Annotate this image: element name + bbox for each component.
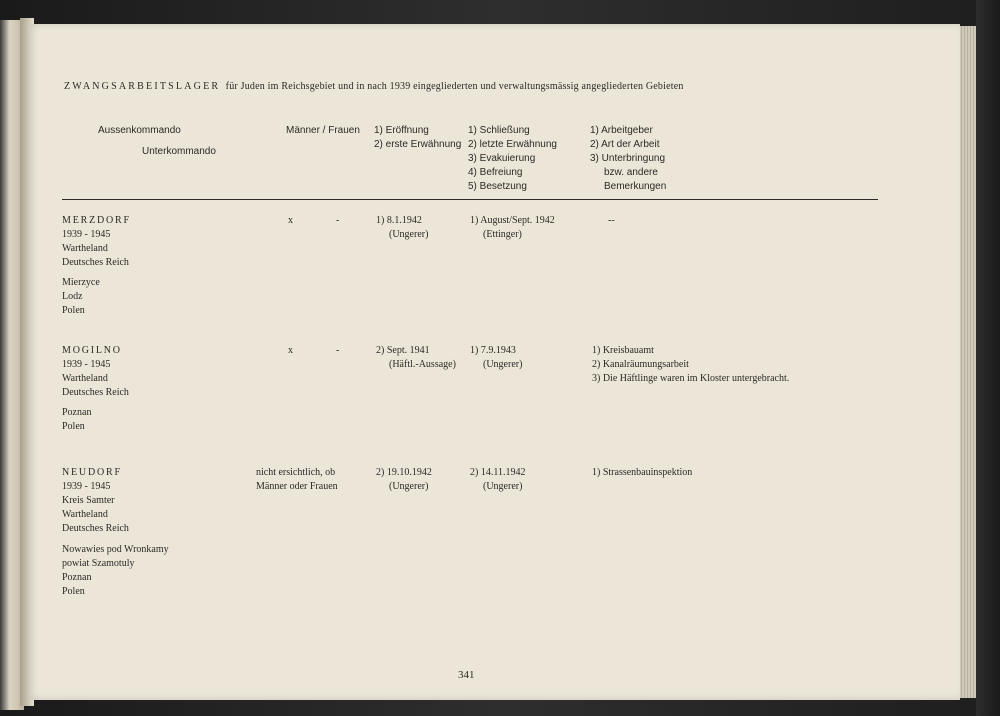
page-number: 341 xyxy=(458,669,475,681)
entry-neudorf-mf-note: nicht ersichtlich, ob Männer oder Frauen xyxy=(256,467,338,492)
entry-mogilno-location-polish: Poznan Polen xyxy=(62,407,92,432)
entry-merzdorf-women: - xyxy=(336,215,340,226)
header-eroeffnung: 1) Eröffnung 2) erste Erwähnung xyxy=(374,125,462,150)
entry-merzdorf-remarks: -- xyxy=(608,215,615,226)
entry-neudorf-closed: 2) 14.11.1942 (Ungerer) xyxy=(470,467,526,492)
header-arbeitgeber: 1) Arbeitgeber 2) Art der Arbeit 3) Unterbringung bzw. andere Bemerkungen xyxy=(590,125,667,192)
document-page xyxy=(28,24,960,700)
header-unterkommando: Unterkommando xyxy=(142,146,216,157)
entry-mogilno-remarks: 1) Kreisbauamt 2) Kanalräumungsarbeit 3) Die Häftlinge waren im Kloster untergebracht. xyxy=(592,345,790,384)
entry-mogilno-opened: 2) Sept. 1941 (Häftl.-Aussage) xyxy=(376,345,456,370)
entry-neudorf-location: NEUDORF 1939 - 1945 Kreis Samter Wartheland Deutsches Reich xyxy=(62,467,129,534)
entry-mogilno-men: x xyxy=(288,345,293,356)
entry-neudorf-remarks: 1) Strassenbauinspektion xyxy=(592,467,693,478)
entry-mogilno-location: MOGILNO 1939 - 1945 Wartheland Deutsches Reich xyxy=(62,345,129,398)
book-cover-edge xyxy=(976,0,1000,716)
entry-mogilno-women: - xyxy=(336,345,340,356)
entry-merzdorf-opened: 1) 8.1.1942 (Ungerer) xyxy=(376,215,429,240)
header-divider xyxy=(62,199,878,200)
entry-merzdorf-closed: 1) August/Sept. 1942 (Ettinger) xyxy=(470,215,555,240)
header-schliessung: 1) Schließung 2) letzte Erwähnung 3) Evakuierung 4) Befreiung 5) Besetzung xyxy=(468,125,557,192)
header-aussenkommando: Aussenkommando xyxy=(98,125,181,136)
page-title: ZWANGSARBEITSLAGER für Juden im Reichsgebiet und in nach 1939 eingegliederten und verwaltungsmässig angegliederten Gebieten xyxy=(64,81,684,92)
entry-merzdorf-location-polish: Mierzyce Lodz Polen xyxy=(62,277,100,316)
entry-merzdorf-location: MERZDORF 1939 - 1945 Wartheland Deutsches Reich xyxy=(62,215,131,268)
entry-neudorf-location-polish: Nowawies pod Wronkamy powiat Szamotuly Poznan Polen xyxy=(62,544,169,597)
header-maenner-frauen: Männer / Frauen xyxy=(286,125,360,136)
entry-mogilno-closed: 1) 7.9.1943 (Ungerer) xyxy=(470,345,523,370)
entry-merzdorf-men: x xyxy=(288,215,293,226)
entry-neudorf-opened: 2) 19.10.1942 (Ungerer) xyxy=(376,467,432,492)
